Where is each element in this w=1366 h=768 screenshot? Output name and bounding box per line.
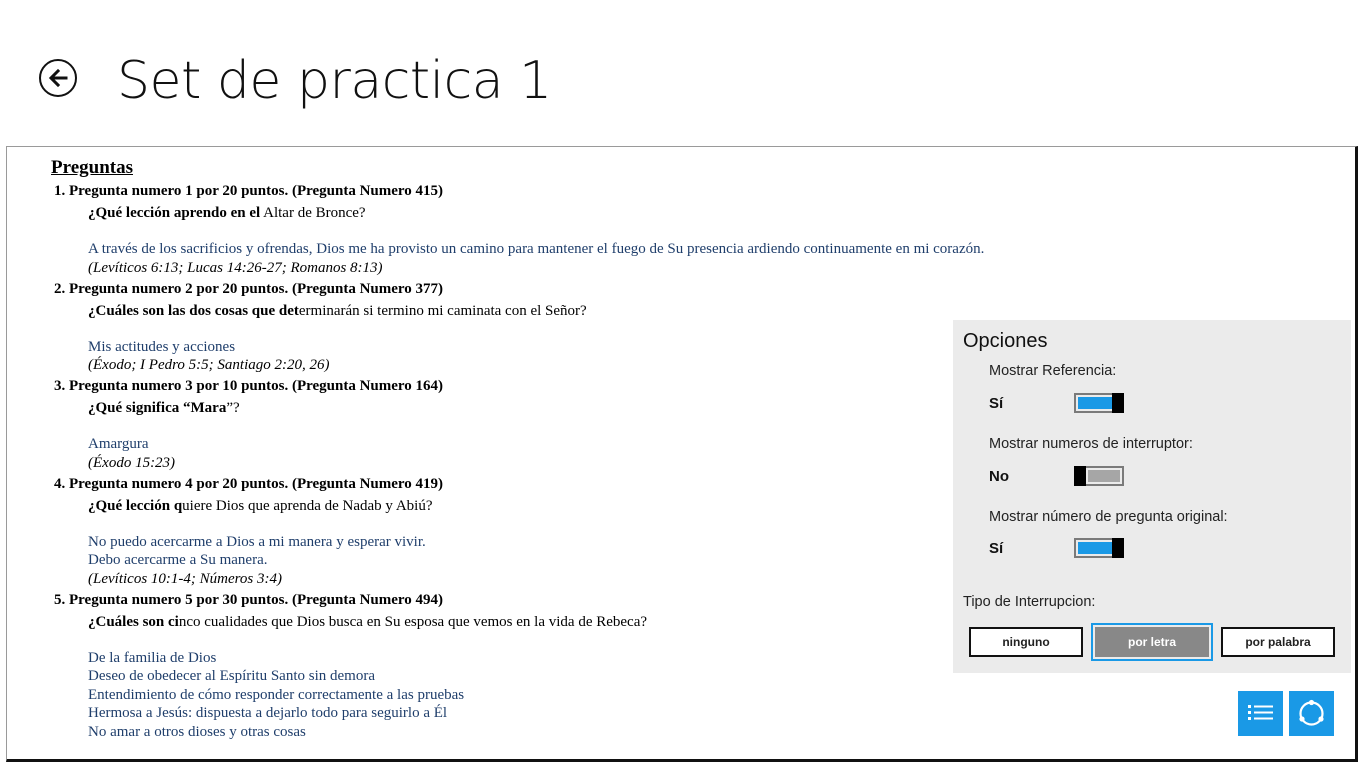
question-title: 2. Pregunta numero 2 por 20 puntos. (Pregunta Numero 377) <box>54 280 444 297</box>
question-title: 3. Pregunta numero 3 por 10 puntos. (Pregunta Numero 164) <box>54 378 444 394</box>
mostrar-referencia-value: Sí <box>989 395 1004 412</box>
mostrar-original-label: Mostrar número de pregunta original: <box>989 509 1228 525</box>
question-block <box>51 181 984 278</box>
back-arrow-icon <box>46 66 70 90</box>
question-text-bold: ¿Qué significa “Mara <box>88 400 227 416</box>
mostrar-original-value: Sí <box>989 540 1004 557</box>
toggle-fill <box>1078 397 1112 409</box>
questions-document <box>51 156 984 741</box>
mostrar-numeros-toggle[interactable] <box>1074 466 1124 486</box>
toggle-thumb[interactable] <box>1074 466 1086 486</box>
answer-list <box>88 533 984 570</box>
toggle-fill <box>1088 470 1120 482</box>
question-reference: (Levíticos 10:1-4; Números 3:4) <box>88 570 282 587</box>
mostrar-numeros-label: Mostrar numeros de interruptor: <box>989 436 1193 452</box>
mode-por-letra-button[interactable]: por letra <box>1095 627 1209 657</box>
question-text <box>88 496 984 517</box>
answer-line: Debo acercarme a Su manera. <box>88 552 268 568</box>
question-reference: (Éxodo 15:23) <box>88 454 176 471</box>
answer-line: Mis actitudes y acciones <box>88 338 236 355</box>
options-panel <box>953 320 1351 673</box>
mode-por-palabra-button[interactable]: por palabra <box>1221 627 1335 657</box>
page-header <box>0 0 1366 146</box>
question-title: 1. Pregunta numero 1 por 20 puntos. (Pregunta Numero 415) <box>54 183 444 199</box>
question-text-rest: uiere Dios que aprenda de Nadab y Abiú? <box>182 497 433 514</box>
document-heading: Preguntas <box>51 157 133 178</box>
toggle-thumb[interactable] <box>1112 538 1124 558</box>
answer-line: No puedo acercarme a Dios a mi manera y esperar vivir. <box>88 533 426 550</box>
question-text-bold: ¿Qué lección aprendo en el <box>88 205 261 221</box>
question-title: 5. Pregunta numero 5 por 30 puntos. (Pregunta Numero 494) <box>54 591 444 608</box>
page-title: Set de practica 1 <box>117 51 552 111</box>
answer-line: A través de los sacrificios y ofrendas, Dios me ha provisto un camino para mantener el fuego de Su presencia ardiendo continuamente en mi corazón. <box>88 241 985 257</box>
question-text <box>88 301 984 322</box>
answer-list <box>88 240 984 259</box>
list-icon <box>1238 691 1283 736</box>
answer-line: Amargura <box>88 436 149 452</box>
question-text-rest: Altar de Bronce? <box>260 205 366 221</box>
answer-line: Hermosa a Jesús: dispuesta a dejarlo todo para seguirlo a Él <box>88 705 448 721</box>
back-button[interactable] <box>39 59 77 97</box>
question-block <box>51 376 984 473</box>
answer-list <box>88 435 984 454</box>
question-text <box>88 398 984 419</box>
refresh-button[interactable] <box>1289 691 1334 736</box>
toggle-thumb[interactable] <box>1112 393 1124 413</box>
mostrar-referencia-label: Mostrar Referencia: <box>989 363 1117 379</box>
options-title: Opciones <box>963 330 1048 352</box>
answer-line: No amar a otros dioses y otras cosas <box>88 723 306 740</box>
question-reference: (Éxodo; I Pedro 5:5; Santiago 2:20, 26) <box>88 357 330 373</box>
answer-line: Entendimiento de cómo responder correctamente a las pruebas <box>88 686 465 703</box>
question-block <box>51 590 984 742</box>
question-text-rest: nco cualidades que Dios busca en Su esposa que vemos en la vida de Rebeca? <box>178 613 648 630</box>
question-text <box>88 612 984 633</box>
list-button[interactable] <box>1238 691 1283 736</box>
answer-line: Deseo de obedecer al Espíritu Santo sin demora <box>88 668 375 684</box>
answer-line: De la familia de Dios <box>88 649 217 666</box>
question-text-rest: erminarán si termino mi caminata con el Señor? <box>298 302 587 319</box>
refresh-icon <box>1289 691 1334 736</box>
question-reference: (Levíticos 6:13; Lucas 14:26-27; Romanos 8:13) <box>88 259 383 276</box>
tipo-interrupcion-label: Tipo de Interrupcion: <box>963 594 1096 610</box>
question-block <box>51 474 984 589</box>
answer-list <box>88 649 984 742</box>
mostrar-referencia-toggle[interactable] <box>1074 393 1124 413</box>
question-block <box>51 279 984 376</box>
question-text-bold: ¿Qué lección q <box>88 497 183 514</box>
mode-ninguno-button[interactable]: ninguno <box>969 627 1083 657</box>
mostrar-numeros-value: No <box>989 468 1009 485</box>
answer-list <box>88 338 984 357</box>
question-text-rest: ”? <box>226 400 240 416</box>
question-title: 4. Pregunta numero 4 por 20 puntos. (Pregunta Numero 419) <box>54 475 444 492</box>
mostrar-original-toggle[interactable] <box>1074 538 1124 558</box>
question-text-bold: ¿Cuáles son ci <box>88 613 179 630</box>
toggle-fill <box>1078 542 1112 554</box>
question-text <box>88 203 984 224</box>
question-text-bold: ¿Cuáles son las dos cosas que det <box>88 302 299 319</box>
